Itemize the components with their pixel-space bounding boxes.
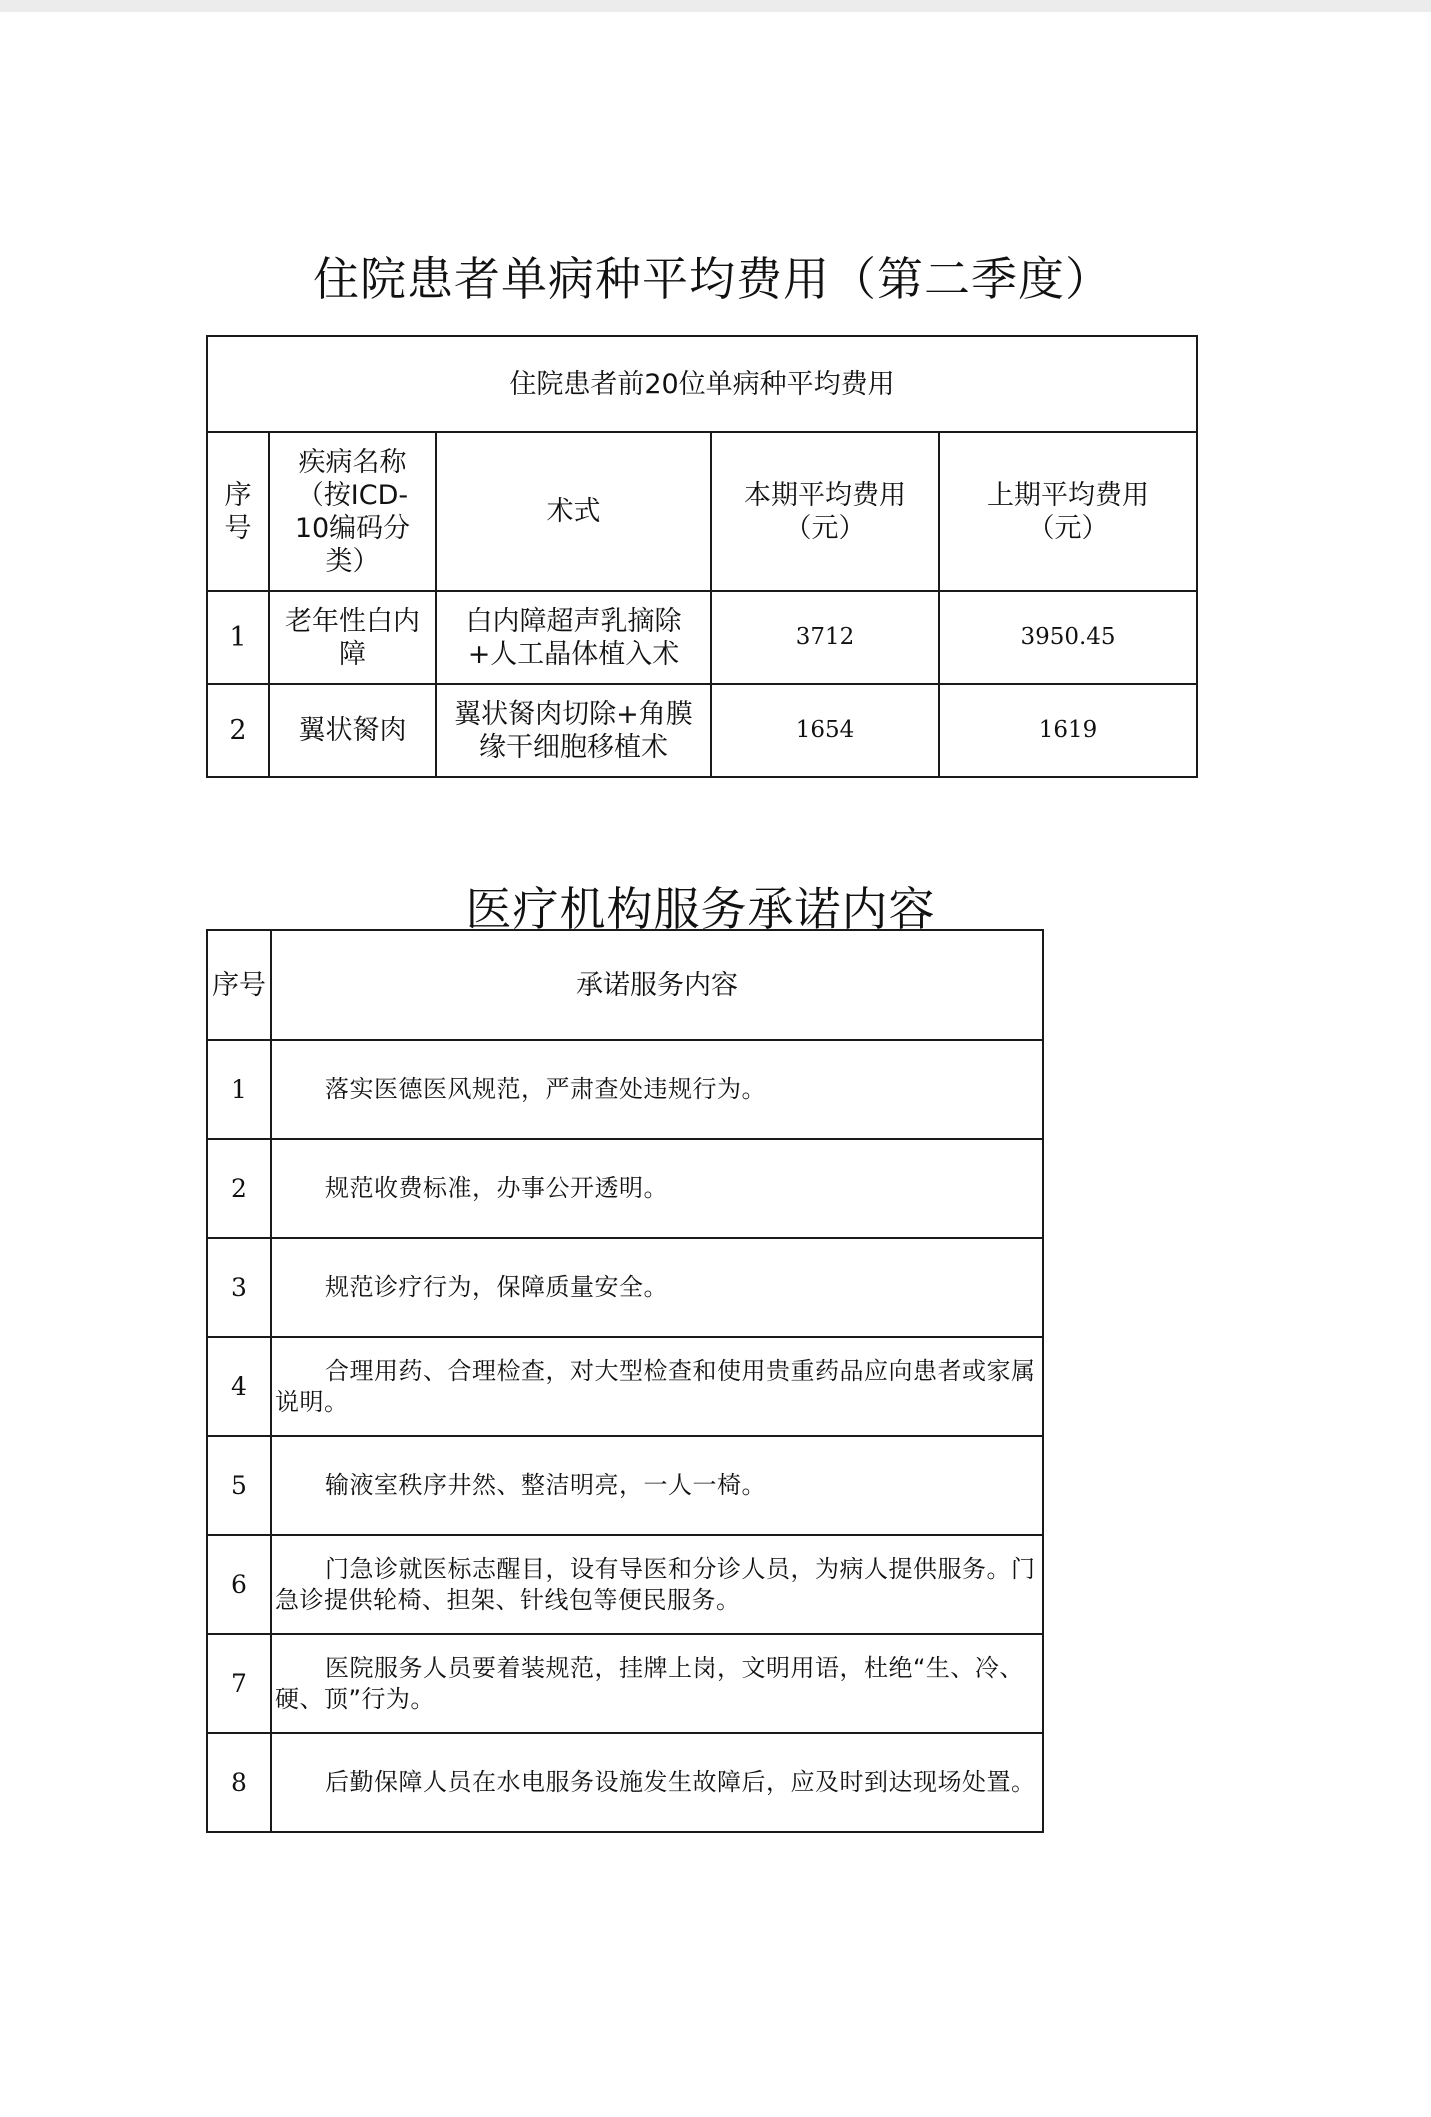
list-item [207,1634,1043,1733]
list-item [207,1238,1043,1337]
cost-table-header-row [207,432,1197,591]
cost-table [206,335,1198,778]
promise-index: 8 [207,1733,271,1832]
promise-content: 规范收费标准，办事公开透明。 [271,1139,1043,1238]
row-procedure: 白内障超声乳摘除+人工晶体植入术 [436,591,711,684]
list-item [207,1436,1043,1535]
promise-index: 1 [207,1040,271,1139]
row-previous-cost: 3950.45 [939,591,1197,684]
promise-index: 6 [207,1535,271,1634]
promise-content: 医院服务人员要着装规范，挂牌上岗，文明用语，杜绝“生、冷、硬、顶”行为。 [271,1634,1043,1733]
viewer-top-bar [0,0,1431,12]
header-procedure: 术式 [436,432,711,591]
header-current-cost: 本期平均费用（元） [711,432,939,591]
row-previous-cost: 1619 [939,684,1197,777]
list-item [207,1040,1043,1139]
promise-content: 合理用药、合理检查，对大型检查和使用贵重药品应向患者或家属说明。 [271,1337,1043,1436]
promise-index: 3 [207,1238,271,1337]
header-previous-cost: 上期平均费用（元） [939,432,1197,591]
promise-content: 输液室秩序井然、整洁明亮，一人一椅。 [271,1436,1043,1535]
table-row [207,591,1197,684]
row-current-cost: 1654 [711,684,939,777]
cost-section-title: 住院患者单病种平均费用（第二季度） [313,252,1112,306]
row-index: 1 [207,591,269,684]
promise-index: 4 [207,1337,271,1436]
cost-table-caption: 住院患者前20位单病种平均费用 [207,336,1197,432]
promise-index: 2 [207,1139,271,1238]
promise-index: 5 [207,1436,271,1535]
table-row [207,684,1197,777]
row-current-cost: 3712 [711,591,939,684]
promise-content: 门急诊就医标志醒目，设有导医和分诊人员，为病人提供服务。门急诊提供轮椅、担架、针线包等便民服务。 [271,1535,1043,1634]
list-item [207,1139,1043,1238]
list-item [207,1337,1043,1436]
promise-header-content: 承诺服务内容 [271,930,1043,1040]
promise-content: 后勤保障人员在水电服务设施发生故障后，应及时到达现场处置。 [271,1733,1043,1832]
row-index: 2 [207,684,269,777]
row-disease: 翼状胬肉 [269,684,436,777]
list-item [207,1733,1043,1832]
promise-table [206,929,1044,1833]
header-disease: 疾病名称（按ICD-10编码分类） [269,432,436,591]
promise-index: 7 [207,1634,271,1733]
header-index: 序号 [207,432,269,591]
promise-section-title: 医疗机构服务承诺内容 [465,882,936,936]
list-item [207,1535,1043,1634]
promise-table-header-row [207,930,1043,1040]
promise-header-index: 序号 [207,930,271,1040]
promise-content: 规范诊疗行为，保障质量安全。 [271,1238,1043,1337]
row-disease: 老年性白内障 [269,591,436,684]
promise-content: 落实医德医风规范，严肃查处违规行为。 [271,1040,1043,1139]
row-procedure: 翼状胬肉切除+角膜缘干细胞移植术 [436,684,711,777]
